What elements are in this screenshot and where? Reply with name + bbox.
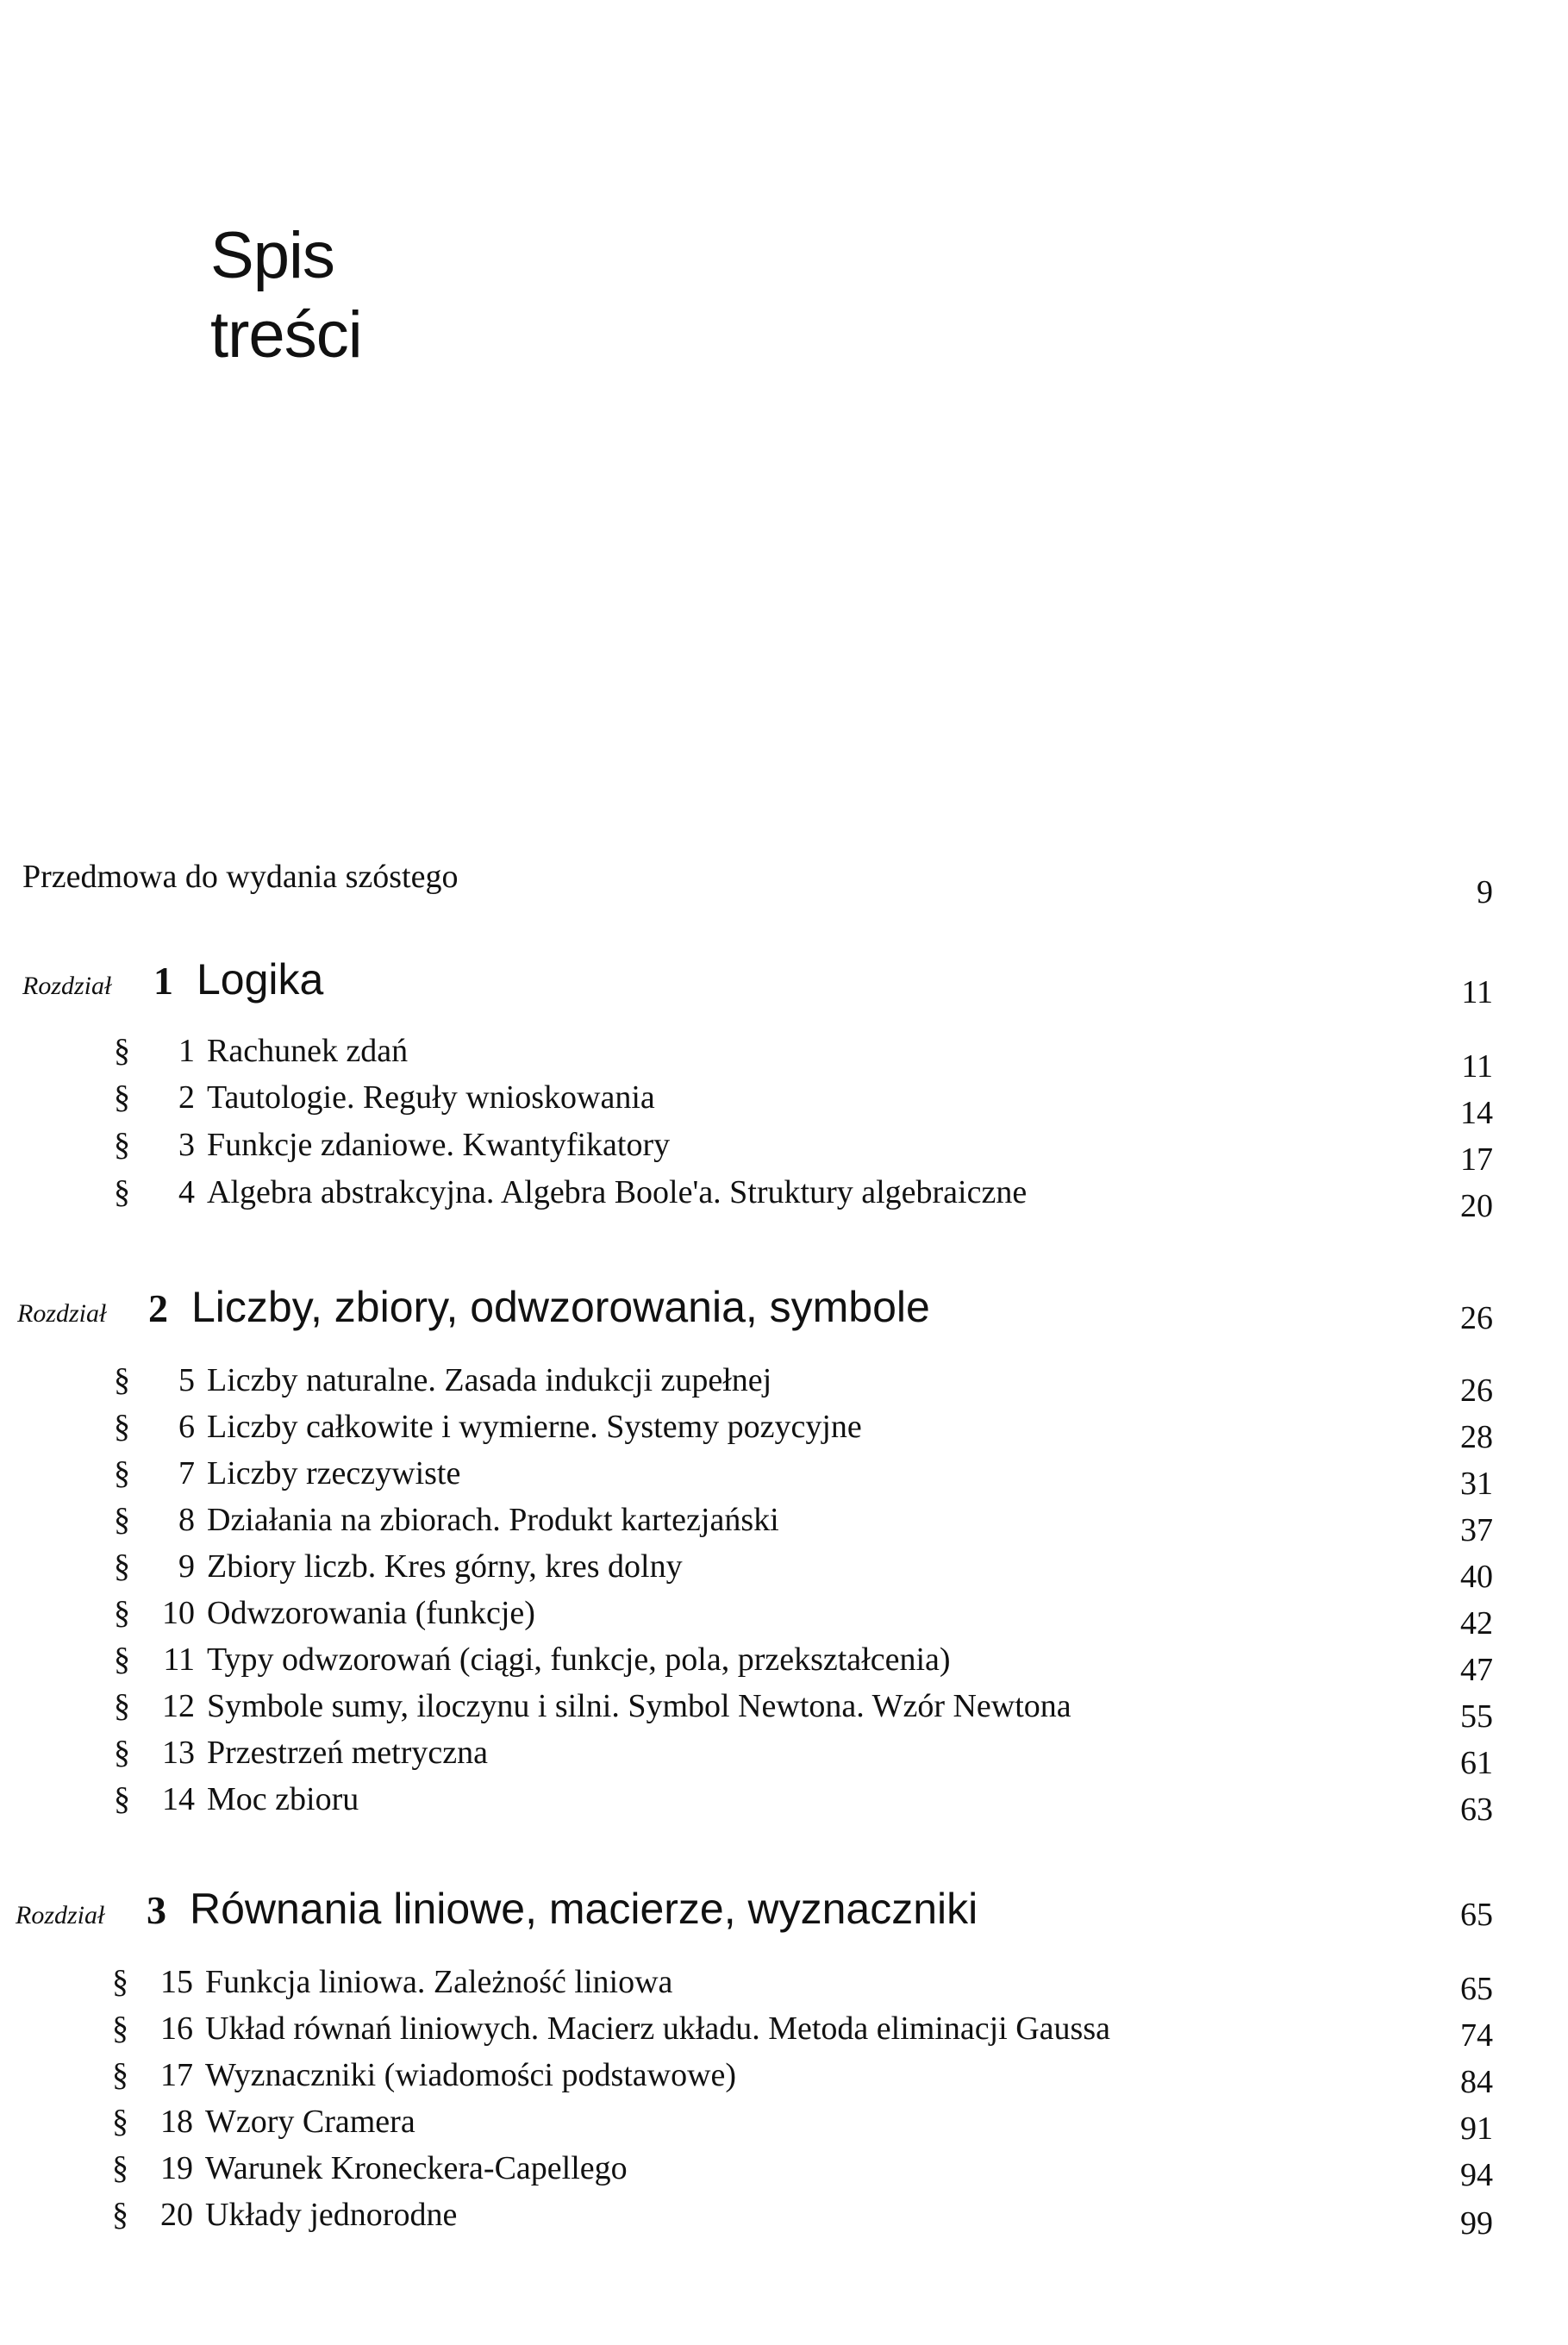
section-number: 11 bbox=[163, 1642, 195, 1678]
section-page-number: 91 bbox=[1460, 2110, 1493, 2147]
section-page-number: 55 bbox=[1460, 1698, 1493, 1735]
toc-section-entry bbox=[112, 2009, 1110, 2048]
chapter-title: Równania liniowe, macierze, wyznaczniki bbox=[190, 1885, 978, 1933]
chapter-word: Rozdział bbox=[22, 972, 112, 1000]
section-sign: § bbox=[112, 2010, 128, 2047]
section-sign: § bbox=[114, 1079, 130, 1116]
section-number: 6 bbox=[178, 1409, 195, 1445]
section-page-number: 40 bbox=[1460, 1559, 1493, 1595]
section-page-number: 11 bbox=[1461, 1048, 1493, 1085]
section-sign: § bbox=[114, 1455, 130, 1491]
section-sign: § bbox=[114, 1502, 130, 1538]
section-sign: § bbox=[112, 2104, 128, 2140]
toc-section-entry bbox=[114, 1686, 1071, 1726]
section-number: 3 bbox=[178, 1127, 195, 1163]
section-page-number: 14 bbox=[1460, 1095, 1493, 1131]
section-number: 9 bbox=[178, 1548, 195, 1585]
section-sign: § bbox=[114, 1595, 130, 1631]
section-sign: § bbox=[112, 2150, 128, 2186]
toc-section-entry bbox=[114, 1779, 359, 1819]
section-number: 18 bbox=[160, 2104, 193, 2140]
section-number: 8 bbox=[178, 1502, 195, 1538]
section-page-number: 37 bbox=[1460, 1512, 1493, 1548]
toc-section-entry bbox=[114, 1454, 460, 1493]
toc-section-entry bbox=[112, 1962, 672, 2002]
section-number: 7 bbox=[178, 1455, 195, 1491]
toc-preface-entry bbox=[22, 857, 459, 897]
chapter-heading bbox=[22, 952, 323, 1018]
chapter-heading bbox=[17, 1279, 930, 1346]
toc-section-entry bbox=[114, 1360, 772, 1400]
section-title: Działania na zbiorach. Produkt kartezjański bbox=[207, 1502, 779, 1538]
section-title: Odwzorowania (funkcje) bbox=[207, 1595, 535, 1631]
chapter-heading bbox=[16, 1881, 978, 1948]
preface-label: Przedmowa do wydania szóstego bbox=[22, 859, 459, 895]
page-title-line-1: Spis bbox=[210, 218, 334, 292]
chapter-number: 1 bbox=[153, 959, 173, 1003]
section-number: 13 bbox=[162, 1735, 195, 1771]
section-title: Liczby naturalne. Zasada indukcji zupełnej bbox=[207, 1362, 772, 1398]
section-sign: § bbox=[114, 1127, 130, 1163]
section-title: Przestrzeń metryczna bbox=[207, 1735, 488, 1771]
chapter-page-number: 65 bbox=[1460, 1897, 1493, 1933]
chapter-word: Rozdział bbox=[16, 1901, 105, 1929]
section-title: Liczby rzeczywiste bbox=[207, 1455, 461, 1491]
section-number: 2 bbox=[178, 1079, 195, 1116]
section-number: 14 bbox=[162, 1781, 195, 1817]
section-sign: § bbox=[112, 2197, 128, 2233]
chapter-title: Liczby, zbiory, odwzorowania, symbole bbox=[191, 1283, 930, 1331]
section-sign: § bbox=[114, 1409, 130, 1445]
section-number: 5 bbox=[178, 1362, 195, 1398]
chapter-page-number: 11 bbox=[1461, 974, 1493, 1010]
toc-section-entry bbox=[114, 1547, 683, 1586]
section-sign: § bbox=[114, 1642, 130, 1678]
section-page-number: 99 bbox=[1460, 2205, 1493, 2242]
toc-section-entry bbox=[114, 1733, 488, 1773]
chapter-word: Rozdział bbox=[17, 1299, 107, 1328]
section-sign: § bbox=[114, 1688, 130, 1724]
toc-section-entry bbox=[114, 1500, 779, 1540]
section-title: Funkcja liniowa. Zależność liniowa bbox=[205, 1964, 673, 2000]
toc-section-entry bbox=[114, 1172, 1027, 1212]
section-number: 16 bbox=[160, 2010, 193, 2047]
section-sign: § bbox=[114, 1362, 130, 1398]
section-number: 10 bbox=[162, 1595, 195, 1631]
toc-section-entry bbox=[114, 1407, 862, 1447]
section-title: Układy jednorodne bbox=[205, 2197, 458, 2233]
section-number: 4 bbox=[178, 1174, 195, 1210]
chapter-number: 3 bbox=[147, 1888, 166, 1932]
section-page-number: 74 bbox=[1460, 2017, 1493, 2054]
section-number: 12 bbox=[162, 1688, 195, 1724]
section-title: Rachunek zdań bbox=[207, 1033, 409, 1069]
section-page-number: 47 bbox=[1460, 1652, 1493, 1688]
section-page-number: 28 bbox=[1460, 1419, 1493, 1455]
section-page-number: 26 bbox=[1460, 1373, 1493, 1409]
toc-section-entry bbox=[114, 1593, 535, 1633]
section-number: 20 bbox=[160, 2197, 193, 2233]
toc-section-entry bbox=[114, 1078, 655, 1117]
chapter-number: 2 bbox=[148, 1286, 168, 1330]
section-title: Wzory Cramera bbox=[205, 2104, 415, 2140]
section-title: Zbiory liczb. Kres górny, kres dolny bbox=[207, 1548, 683, 1585]
section-sign: § bbox=[114, 1548, 130, 1585]
preface-page-number: 9 bbox=[1477, 874, 1493, 910]
toc-section-entry bbox=[114, 1125, 670, 1165]
section-number: 17 bbox=[160, 2057, 193, 2093]
section-number: 15 bbox=[160, 1964, 193, 2000]
section-title: Warunek Kroneckera-Capellego bbox=[205, 2150, 628, 2186]
section-page-number: 65 bbox=[1460, 1971, 1493, 2007]
toc-section-entry bbox=[114, 1031, 408, 1071]
section-page-number: 94 bbox=[1460, 2157, 1493, 2193]
toc-section-entry bbox=[114, 1640, 951, 1679]
section-title: Układ równań liniowych. Macierz układu. Metoda eliminacji Gaussa bbox=[205, 2010, 1110, 2047]
section-sign: § bbox=[112, 2057, 128, 2093]
section-title: Typy odwzorowań (ciągi, funkcje, pola, przekształcenia) bbox=[207, 1642, 951, 1678]
section-sign: § bbox=[114, 1735, 130, 1771]
section-title: Wyznaczniki (wiadomości podstawowe) bbox=[205, 2057, 737, 2093]
section-title: Symbole sumy, iloczynu i silni. Symbol Newtona. Wzór Newtona bbox=[207, 1688, 1071, 1724]
section-sign: § bbox=[112, 1964, 128, 2000]
section-number: 19 bbox=[160, 2150, 193, 2186]
chapter-title: Logika bbox=[197, 955, 324, 1004]
chapter-page-number: 26 bbox=[1460, 1300, 1493, 1336]
toc-section-entry bbox=[112, 2195, 457, 2235]
section-page-number: 61 bbox=[1460, 1745, 1493, 1781]
toc-section-entry bbox=[112, 2102, 415, 2142]
section-page-number: 84 bbox=[1460, 2064, 1493, 2100]
toc-section-entry bbox=[112, 2055, 736, 2095]
section-sign: § bbox=[114, 1174, 130, 1210]
section-title: Liczby całkowite i wymierne. Systemy pozycyjne bbox=[207, 1409, 862, 1445]
section-title: Algebra abstrakcyjna. Algebra Boole'a. Struktury algebraiczne bbox=[207, 1174, 1028, 1210]
section-sign: § bbox=[114, 1781, 130, 1817]
section-page-number: 42 bbox=[1460, 1605, 1493, 1642]
section-number: 1 bbox=[178, 1033, 195, 1069]
page-title-line-2: treści bbox=[210, 297, 362, 372]
section-title: Funkcje zdaniowe. Kwantyfikatory bbox=[207, 1127, 671, 1163]
section-sign: § bbox=[114, 1033, 130, 1069]
section-page-number: 20 bbox=[1460, 1188, 1493, 1224]
section-page-number: 17 bbox=[1460, 1141, 1493, 1178]
section-page-number: 63 bbox=[1460, 1792, 1493, 1828]
toc-section-entry bbox=[112, 2148, 628, 2188]
section-page-number: 31 bbox=[1460, 1466, 1493, 1502]
section-title: Moc zbioru bbox=[207, 1781, 359, 1817]
section-title: Tautologie. Reguły wnioskowania bbox=[207, 1079, 655, 1116]
